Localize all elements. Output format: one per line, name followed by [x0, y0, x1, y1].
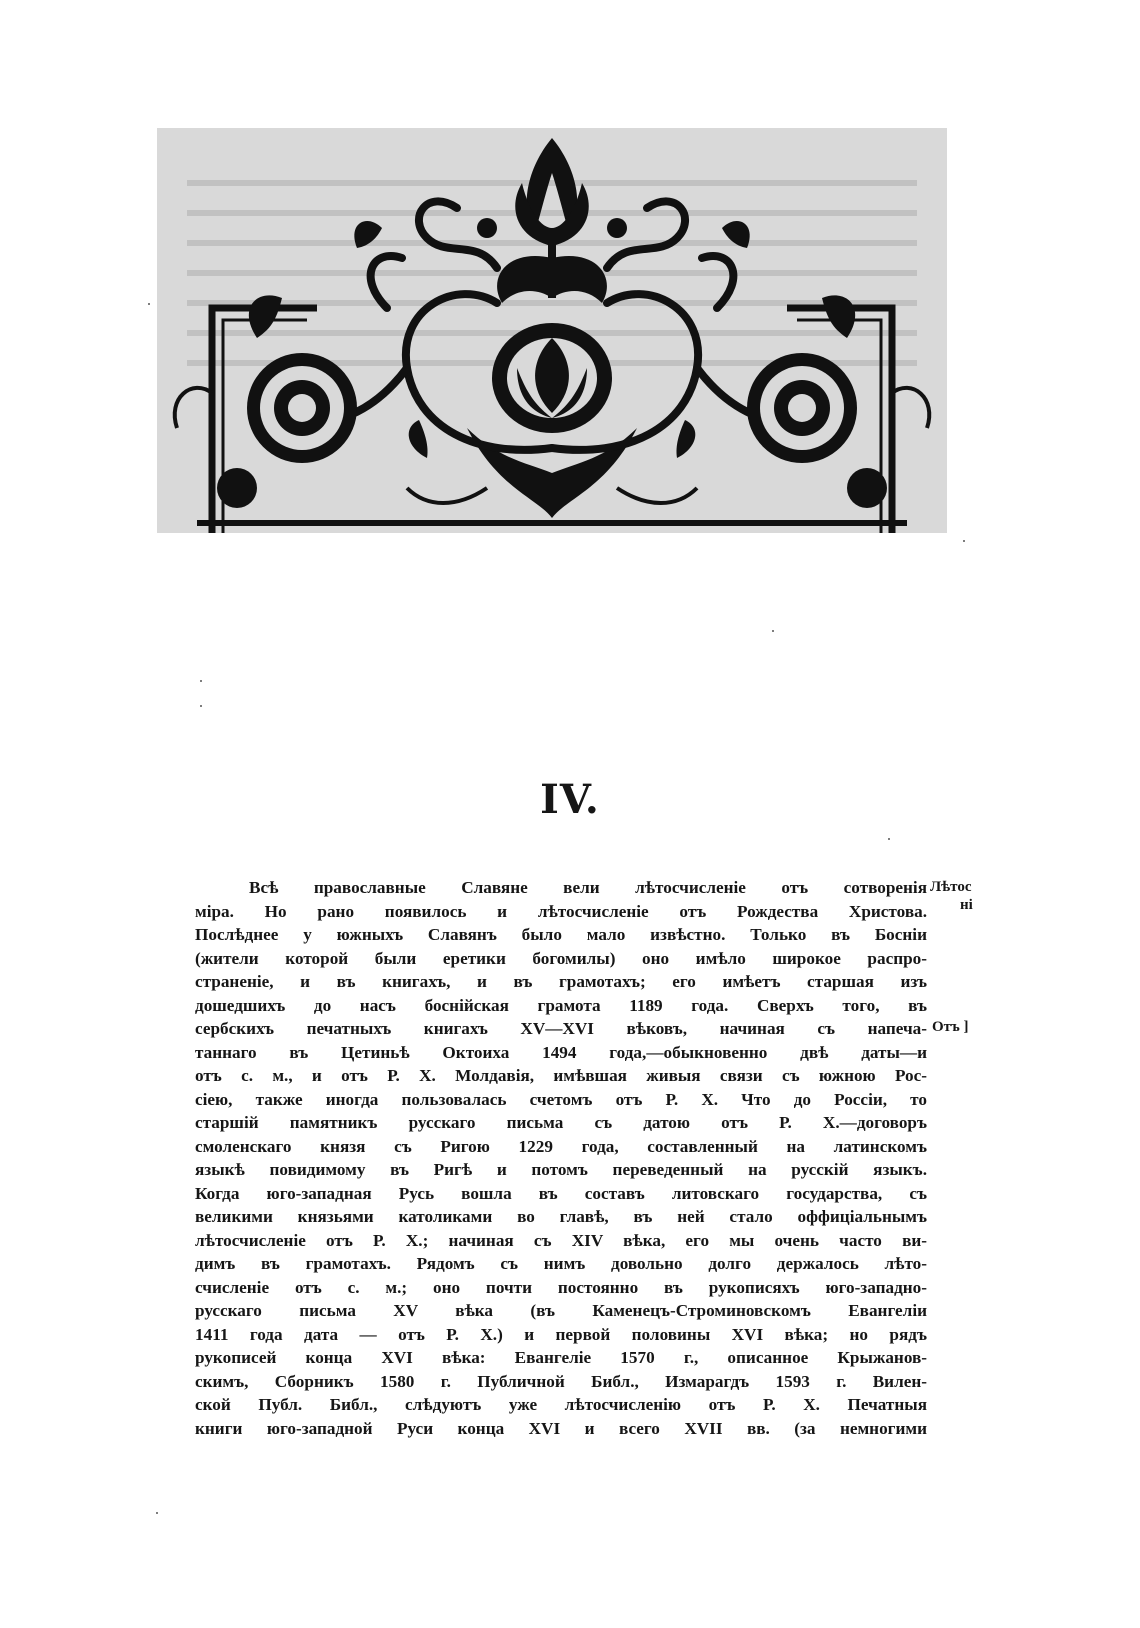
- text-line: отъ с. м., и отъ Р. Х. Молдавія, имѣвшая живыя связи съ южною Рос-: [195, 1066, 927, 1085]
- scan-speck: [200, 680, 202, 682]
- text-line: рукописей конца XVI вѣка: Евангеліе 1570 г., описанное Крыжанов-: [195, 1348, 927, 1367]
- text-line: (жители которой были еретики богомилы) оно имѣло широкое распро-: [195, 948, 927, 968]
- text-line: великими князьями католиками во главѣ, въ ней стало оффиціальнымъ: [195, 1207, 927, 1226]
- text-line: Всѣ православные Славяне вели лѣтосчисленіе отъ сотворенія: [249, 878, 927, 897]
- scan-speck: [200, 705, 202, 707]
- scan-speck: [148, 303, 150, 305]
- body-paragraph: [195, 876, 927, 1440]
- scan-speck: [888, 838, 890, 840]
- text-line: языкѣ повидимому въ Ригѣ и потомъ переведенный на русскій языкъ.: [195, 1160, 927, 1179]
- scan-speck: [963, 540, 965, 542]
- text-line: міра. Но рано появилось и лѣтосчисленіе отъ Рождества Христова.: [195, 901, 927, 921]
- text-line: сербскихъ печатныхъ книгахъ XV—XVI вѣковъ, начиная съ напеча-: [195, 1019, 927, 1038]
- text-line: русскаго письма XV вѣка (въ Каменецъ-Строминовскомъ Евангеліи: [195, 1301, 927, 1320]
- ornamental-headpiece: [157, 128, 947, 533]
- chapter-title: IV.: [540, 776, 600, 823]
- text-line: таннаго въ Цетиньѣ Октоиха 1494 года,—обыкновенно двѣ даты—и: [195, 1042, 927, 1062]
- scan-speck: [156, 1512, 158, 1514]
- text-line: лѣтосчисленіе отъ Р. Х.; начиная съ XIV вѣка, его мы очень часто ви-: [195, 1230, 927, 1250]
- margin-note-line: ні: [960, 897, 973, 913]
- text-line: ской Публ. Библ., слѣдуютъ уже лѣтосчисленію отъ Р. Х. Печатныя: [195, 1395, 927, 1414]
- text-line: Послѣднее у южныхъ Славянъ было мало извѣстно. Только въ Босніи: [195, 925, 927, 944]
- text-line: скимъ, Сборникъ 1580 г. Публичной Библ., Измарагдъ 1593 г. Вилен-: [195, 1371, 927, 1391]
- text-line: дошедшихъ до насъ боснійская грамота 1189 года. Сверхъ того, въ: [195, 995, 927, 1015]
- text-line: сіею, также иногда пользовалась счетомъ отъ Р. Х. Что до Россіи, то: [195, 1089, 927, 1109]
- text-line: димъ въ грамотахъ. Рядомъ съ нимъ довольно долго держалось лѣто-: [195, 1254, 927, 1273]
- scan-speck: [772, 630, 774, 632]
- text-line: счисленіе отъ с. м.; оно почти постоянно въ рукописяхъ юго-западно-: [195, 1277, 927, 1297]
- text-line: смоленскаго князя съ Ригою 1229 года, составленный на латинскомъ: [195, 1136, 927, 1156]
- floral-ornament-headpiece-icon: [157, 128, 947, 533]
- margin-note: [930, 878, 990, 914]
- margin-note: Отъ ]: [932, 1019, 969, 1035]
- text-line: книги юго-западной Руси конца XVI и всего XVII вв. (за немногими: [195, 1418, 927, 1438]
- margin-note-line: Лѣтос: [930, 879, 972, 895]
- text-line: 1411 года дата — отъ Р. Х.) и первой половины XVI вѣка; но рядъ: [195, 1324, 927, 1344]
- text-line: страненіе, и въ книгахъ, и въ грамотахъ; его имѣетъ старшая изъ: [195, 972, 927, 991]
- text-line: старшій памятникъ русскаго письма съ датою отъ Р. Х.—договоръ: [195, 1113, 927, 1132]
- text-line: Когда юго-западная Русь вошла въ составъ литовскаго государства, съ: [195, 1183, 927, 1203]
